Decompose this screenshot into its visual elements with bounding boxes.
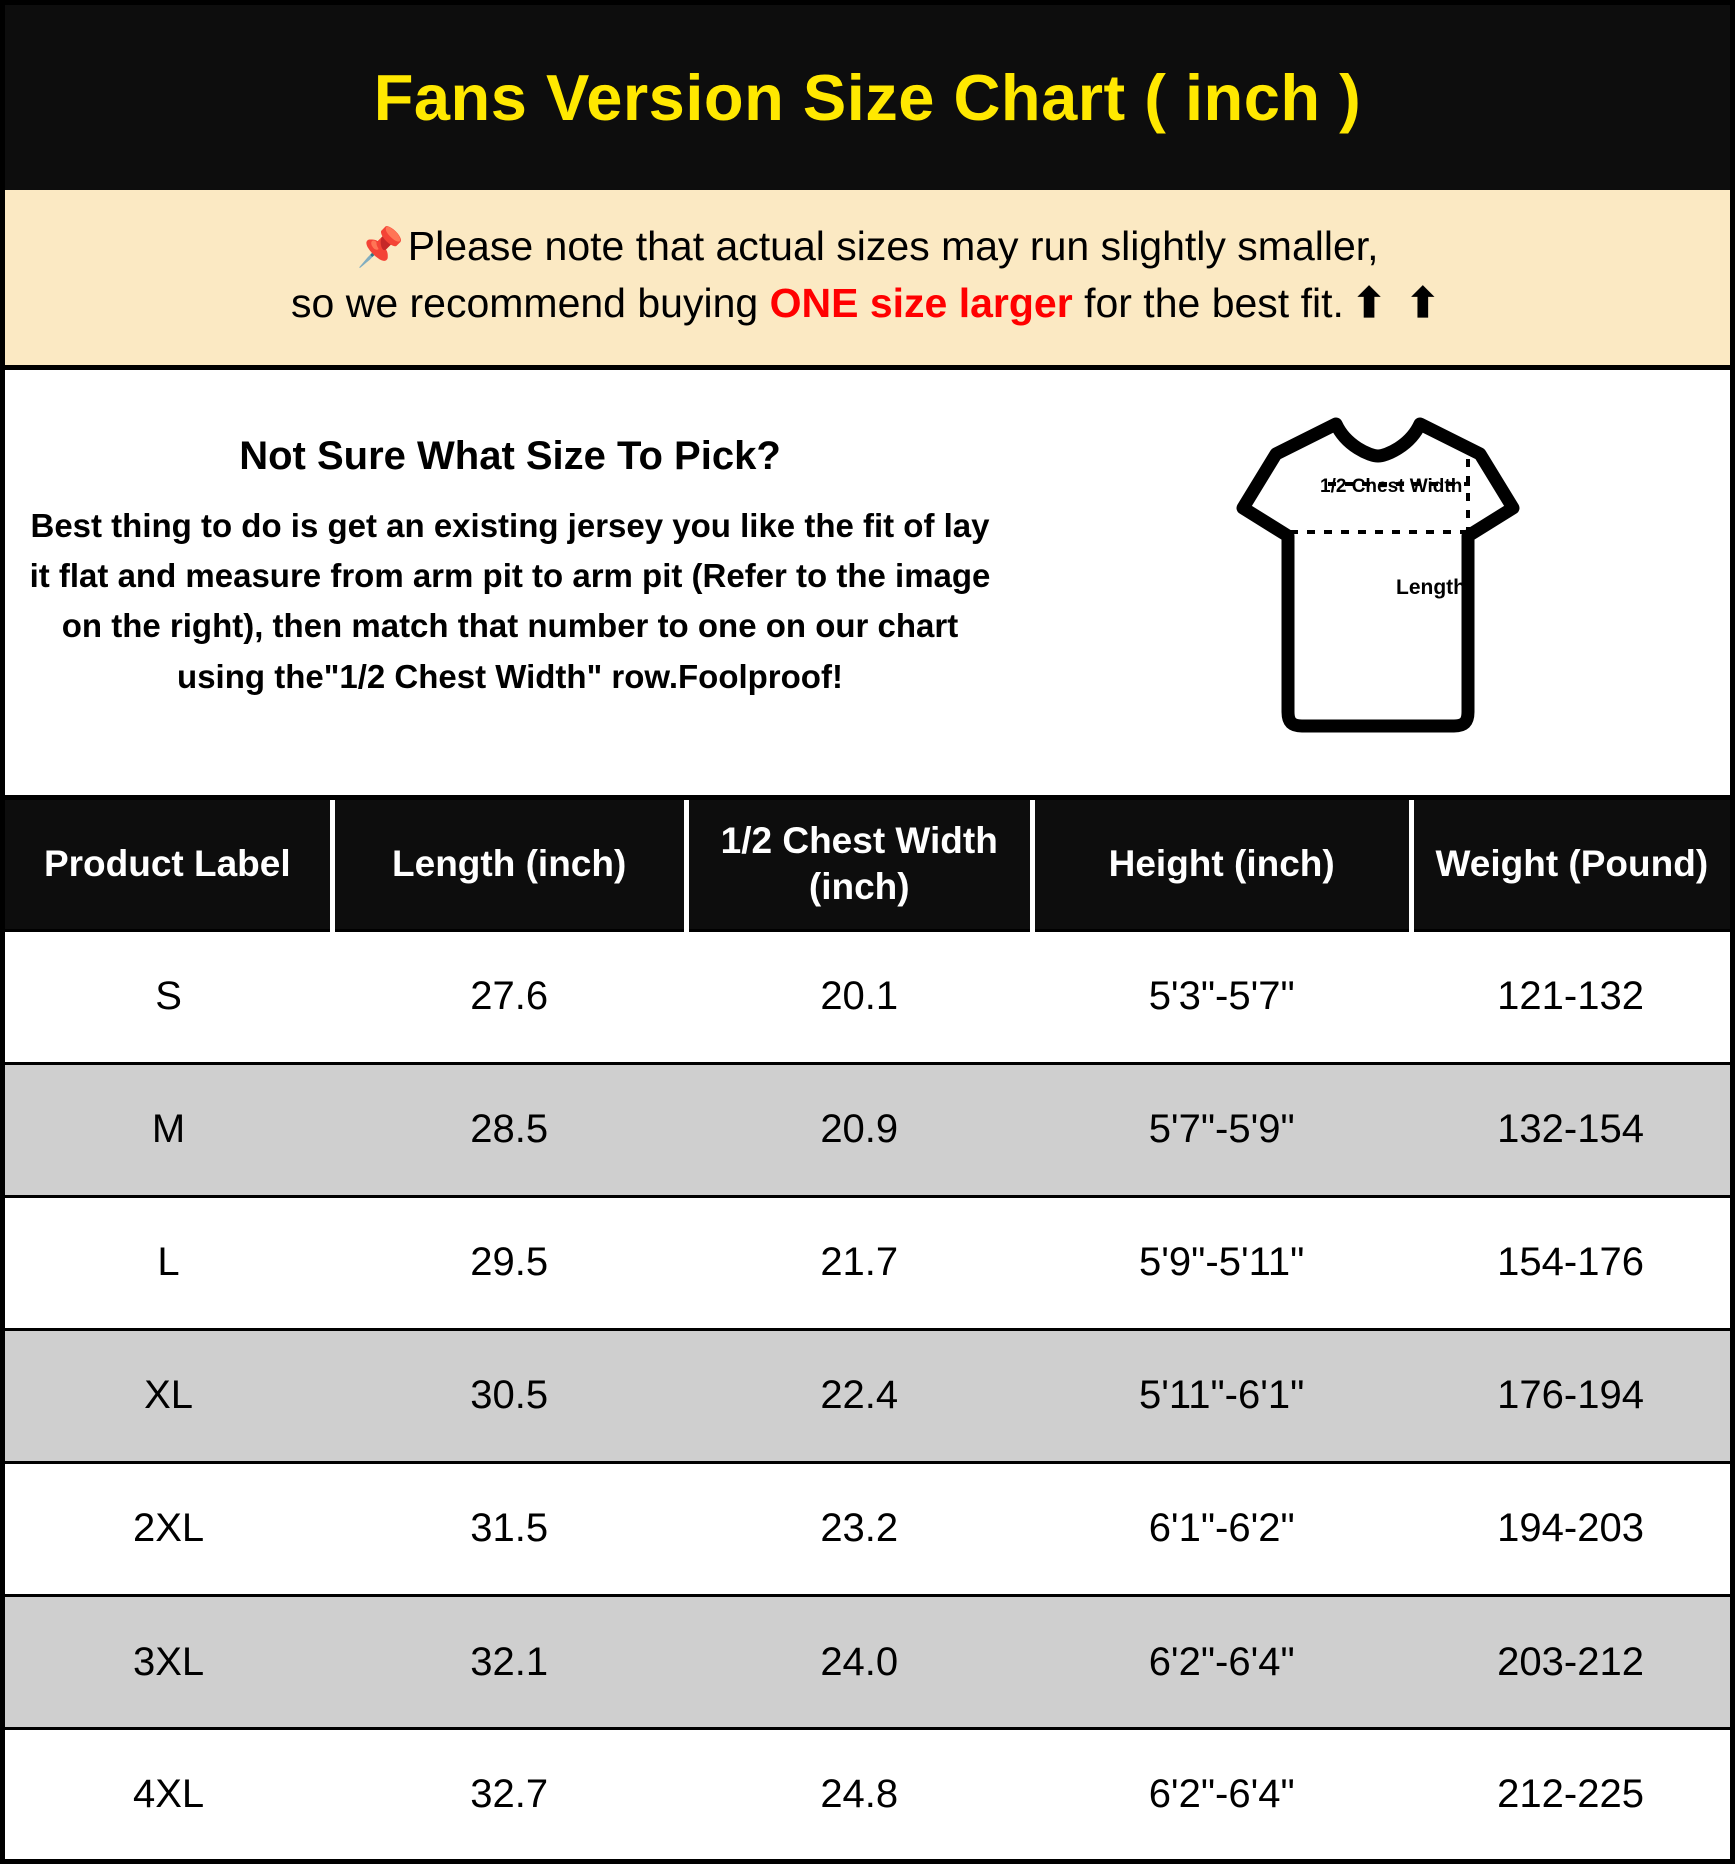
cell-chest-width: 23.2 (686, 1462, 1032, 1595)
table-row (5, 1329, 1730, 1462)
note-line-1-text: Please note that actual sizes may run slightly smaller, (407, 223, 1379, 269)
column-header-weight: Weight (Pound) (1411, 800, 1730, 930)
cell-weight: 203-212 (1411, 1595, 1730, 1728)
cell-product-label: XL (5, 1329, 332, 1462)
cell-product-label: 2XL (5, 1462, 332, 1595)
cell-chest-width: 20.1 (686, 930, 1032, 1063)
table-row (5, 1595, 1730, 1728)
help-section (5, 370, 1730, 800)
note-line-2-prefix: so we recommend buying (291, 279, 770, 326)
cell-length: 28.5 (332, 1063, 686, 1196)
table-row (5, 1196, 1730, 1329)
note-band (5, 190, 1730, 370)
title-banner (5, 5, 1730, 190)
cell-length: 30.5 (332, 1329, 686, 1462)
cell-height: 5'9"-5'11" (1032, 1196, 1411, 1329)
up-arrow-icons: ⬆ ⬆ (1351, 279, 1444, 326)
chest-width-label: 1/2 Chest Width (1319, 476, 1462, 498)
size-table (5, 800, 1730, 1859)
cell-chest-width: 21.7 (686, 1196, 1032, 1329)
note-line-1 (25, 218, 1710, 275)
cell-height: 6'2"-6'4" (1032, 1595, 1411, 1728)
cell-weight: 212-225 (1411, 1729, 1730, 1859)
cell-height: 5'11"-6'1" (1032, 1329, 1411, 1462)
table-row (5, 1063, 1730, 1196)
cell-chest-width: 24.8 (686, 1729, 1032, 1859)
cell-chest-width: 24.0 (686, 1595, 1032, 1728)
column-header-product-label: Product Label (5, 800, 332, 930)
cell-weight: 132-154 (1411, 1063, 1730, 1196)
cell-height: 5'3"-5'7" (1032, 930, 1411, 1063)
cell-product-label: M (5, 1063, 332, 1196)
page-title: Fans Version Size Chart ( inch ) (373, 61, 1362, 134)
tshirt-icon (1168, 412, 1588, 742)
pushpin-icon: 📌 (356, 227, 404, 269)
table-header-row (5, 800, 1730, 930)
column-header-length: Length (inch) (332, 800, 686, 930)
note-line-2-suffix: for the best fit. (1072, 279, 1344, 326)
table-row (5, 1729, 1730, 1859)
tshirt-diagram (1025, 404, 1730, 775)
cell-height: 6'2"-6'4" (1032, 1729, 1411, 1859)
help-heading: Not Sure What Size To Pick? (239, 434, 781, 479)
cell-length: 32.1 (332, 1595, 686, 1728)
cell-height: 5'7"-5'9" (1032, 1063, 1411, 1196)
cell-product-label: S (5, 930, 332, 1063)
cell-product-label: L (5, 1196, 332, 1329)
column-header-chest-width: 1/2 Chest Width (inch) (686, 800, 1032, 930)
help-body: Best thing to do is get an existing jersey you like the fit of lay it flat and measure from arm pit to arm pit (Refer to the image on the right), then match that number to one on our chart using the"1/2 Chest Width" row.Foolproof! (29, 507, 991, 695)
cell-length: 29.5 (332, 1196, 686, 1329)
cell-product-label: 3XL (5, 1595, 332, 1728)
table-row (5, 930, 1730, 1063)
cell-length: 32.7 (332, 1729, 686, 1859)
column-header-height: Height (inch) (1032, 800, 1411, 930)
cell-weight: 194-203 (1411, 1462, 1730, 1595)
table-row (5, 1462, 1730, 1595)
cell-chest-width: 22.4 (686, 1329, 1032, 1462)
help-text-block (5, 404, 1025, 775)
cell-product-label: 4XL (5, 1729, 332, 1859)
cell-weight: 154-176 (1411, 1196, 1730, 1329)
cell-chest-width: 20.9 (686, 1063, 1032, 1196)
note-line-2 (25, 275, 1710, 332)
cell-length: 27.6 (332, 930, 686, 1063)
length-label: Length (1395, 576, 1466, 600)
cell-length: 31.5 (332, 1462, 686, 1595)
cell-weight: 176-194 (1411, 1329, 1730, 1462)
note-emphasis: ONE size larger (769, 279, 1073, 326)
cell-height: 6'1"-6'2" (1032, 1462, 1411, 1595)
cell-weight: 121-132 (1411, 930, 1730, 1063)
